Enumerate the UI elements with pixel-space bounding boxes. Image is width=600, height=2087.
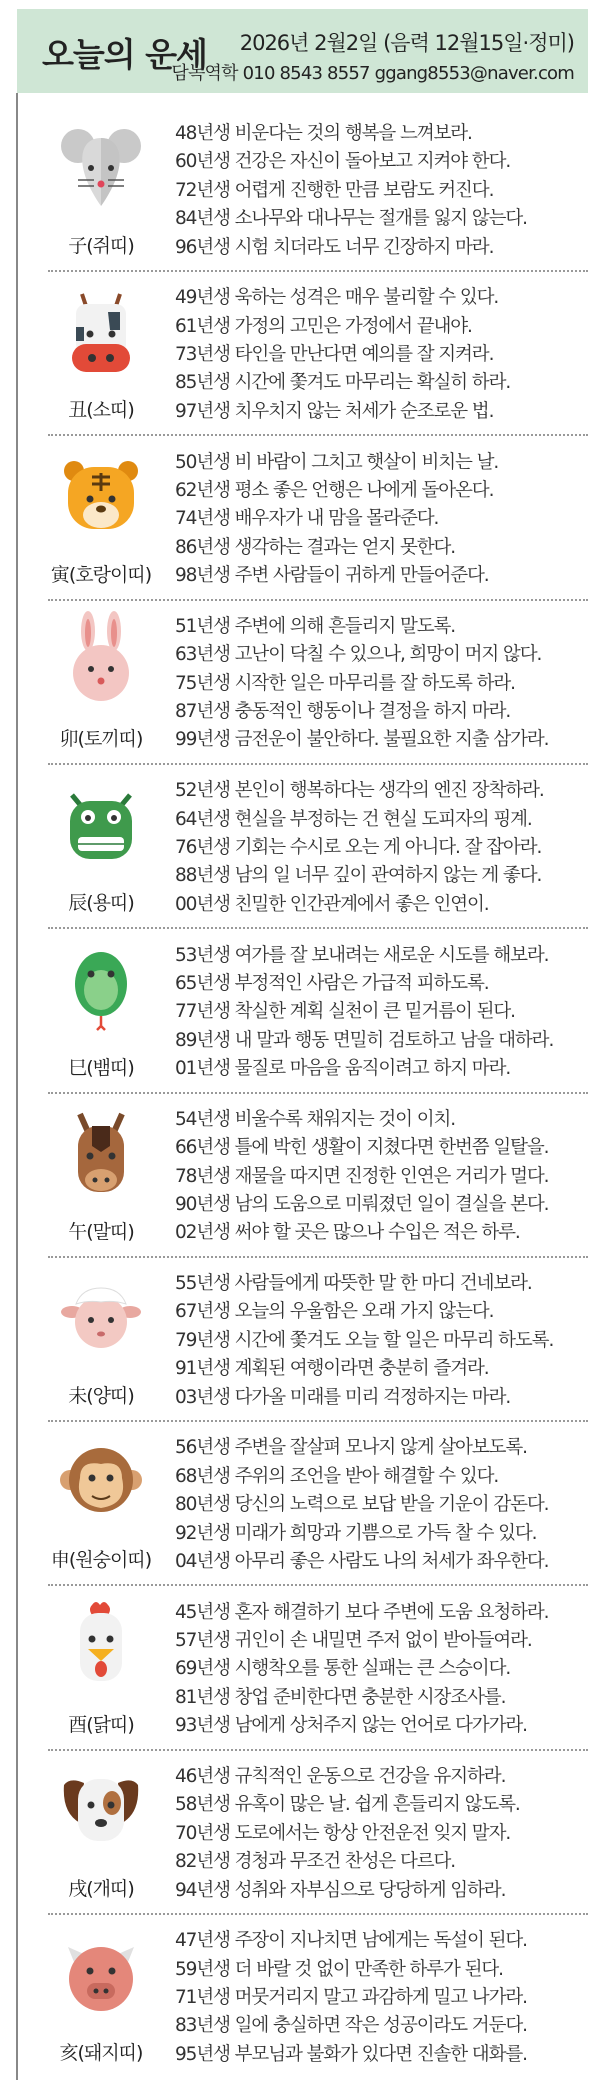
fortune-line: 62년생 평소 좋은 언행은 나에게 돌아온다. [175,479,494,501]
fortune-line: 75년생 시작한 일은 마무리를 잘 하도록 하라. [175,672,515,694]
zodiac-section [48,272,588,436]
rat-icon [58,118,144,218]
zodiac-label: 午(말띠) [68,1220,134,1243]
fortune-line: 79년생 시간에 쫓겨도 오늘 할 일은 마무리 하도록. [175,1329,554,1351]
fortune-line: 92년생 미래가 희망과 기쁨으로 가득 찰 수 있다. [175,1522,537,1544]
fortune-line: 65년생 부정적인 사람은 가급적 피하도록. [175,972,489,994]
fortune-line: 80년생 당신의 노력으로 보답 받을 기운이 감돈다. [175,1494,549,1516]
fortune-line: 66년생 틀에 박힌 생활이 지쳤다면 한번쯤 일탈을. [175,1137,549,1159]
zodiac-label: 亥(돼지띠) [59,2042,143,2065]
zodiac-label: 戌(개띠) [68,1878,134,1900]
zodiac-section [48,1587,588,1751]
fortune-line: 60년생 건강은 자신이 돌아보고 지켜야 한다. [175,151,511,173]
zodiac-label: 寅(호랑이띠) [50,563,152,586]
header [17,9,588,93]
date-line: 2026년 2월2일 (음력 12월15일·정미) [239,31,574,55]
fortune-line: 59년생 더 바랄 것 없이 만족한 하루가 된다. [175,1958,503,1980]
fortune-lines [175,1599,548,1741]
fortune-line: 87년생 충동적인 행동이나 결정을 하지 마라. [175,701,511,723]
fortune-line: 82년생 경청과 무조건 찬성은 다르다. [175,1851,456,1873]
fortune-line: 54년생 비울수록 채워지는 것이 이치. [175,1108,456,1130]
zodiac-label: 未(양띠) [68,1385,134,1408]
fortune-lines [175,1763,520,1905]
fortune-line: 47년생 주장이 지나치면 남에게는 독설이 된다. [175,1930,527,1952]
fortune-lines [175,777,544,919]
fortune-line: 88년생 남의 일 너무 깊이 관여하지 않는 게 좋다. [175,865,542,887]
dragon-icon [58,775,144,875]
fortune-line: 68년생 주위의 조언을 받아 해결할 수 있다. [175,1465,499,1487]
fortune-line: 91년생 계획된 여행이라면 충분히 즐겨라. [175,1358,489,1380]
fortune-line: 96년생 시험 치더라도 너무 긴장하지 마라. [175,236,494,258]
fortune-line: 73년생 타인을 만난다면 예의를 잘 지켜라. [175,344,494,366]
fortune-line: 81년생 창업 준비한다면 충분한 시장조사를. [175,1686,506,1708]
fortune-line: 53년생 여가를 잘 보내려는 새로운 시도를 해보라. [175,944,549,966]
fortune-line: 58년생 유혹이 많은 날. 쉽게 흔들리지 않도록. [175,1794,520,1816]
fortune-line: 46년생 규칙적인 운동으로 건강을 유지하라. [175,1766,506,1787]
fortune-line: 03년생 다가올 미래를 미리 걱정하지는 마라. [175,1386,511,1408]
fortune-line: 97년생 치우치지 않는 처세가 순조로운 법. [175,400,494,422]
zodiac-label: 卯(토끼띠) [59,727,143,750]
left-rule-divider [16,93,18,2080]
fortune-line: 64년생 현실을 부정하는 건 현실 도피자의 핑계. [175,808,532,830]
zodiac-section [48,1258,588,1422]
fortune-line: 63년생 고난이 닥칠 수 있으나, 희망이 머지 않다. [175,644,542,666]
fortune-line: 45년생 혼자 해결하기 보다 주변에 도움 요청하라. [175,1601,549,1623]
zodiac-label: 子(쥐띠) [68,235,134,257]
fortune-line: 85년생 시간에 쫓겨도 마무리는 확실히 하라. [175,372,511,394]
fortune-line: 90년생 남의 도움으로 미뤄졌던 일이 결실을 본다. [175,1193,549,1215]
zodiac-section [48,930,588,1094]
fortune-line: 98년생 주변 사람들이 귀하게 만들어준다. [175,565,489,587]
fortune-line: 76년생 기회는 수시로 오는 게 아니다. 잘 잡아라. [175,836,542,858]
contact-line: 담녹역학 010 8543 8557 ggang8553@naver.com [171,63,574,84]
horse-icon [58,1104,144,1204]
fortune-line: 83년생 일에 충실하면 작은 성공이라도 거둔다. [175,2015,527,2037]
fortune-line: 49년생 욱하는 성격은 매우 불리할 수 있다. [175,287,499,309]
zodiac-section [48,1751,588,1915]
zodiac-label: 辰(용띠) [68,892,134,915]
fortune-line: 48년생 비운다는 것의 행복을 느껴보라. [175,123,472,144]
fortune-line: 78년생 재물을 따지면 진정한 인연은 거리가 멀다. [175,1165,549,1187]
rabbit-icon [58,611,144,711]
fortune-line: 84년생 소나무와 대나무는 절개를 잃지 않는다. [175,208,527,230]
fortune-line: 70년생 도로에서는 항상 안전운전 잊지 말자. [175,1822,511,1844]
fortune-line: 77년생 착실한 계획 실천이 큰 밑거름이 된다. [175,1001,515,1023]
page-title: 오늘의 운세 [42,35,207,74]
zodiac-section [48,108,588,272]
fortune-lines [175,613,548,755]
fortune-lines [175,1434,548,1576]
fortune-line: 89년생 내 말과 행동 면밀히 검토하고 남을 대하라. [175,1029,554,1051]
zodiac-section [48,1422,588,1586]
fortune-line: 94년생 성취와 자부심으로 당당하게 임하라. [175,1879,506,1901]
zodiac-section [48,601,588,765]
pig-icon [58,1925,144,2025]
fortune-line: 71년생 머뭇거리지 말고 과감하게 밀고 나가라. [175,1987,527,2009]
dog-icon [58,1761,144,1861]
fortune-line: 69년생 시행착오를 통한 실패는 큰 스승이다. [175,1658,511,1680]
fortune-lines [175,284,510,426]
monkey-icon [58,1432,144,1532]
fortune-line: 72년생 어렵게 진행한 만큼 보람도 커진다. [175,179,494,201]
fortune-line: 86년생 생각하는 결과는 얻지 못한다. [175,536,456,558]
zodiac-section [48,437,588,601]
fortune-line: 00년생 친밀한 인간관계에서 좋은 인연이. [175,893,489,915]
fortune-line: 02년생 써야 할 곳은 많으나 수입은 적은 하루. [175,1222,520,1244]
fortune-line: 93년생 남에게 상처주지 않는 언어로 다가가라. [175,1715,527,1737]
fortune-lines [175,1270,553,1412]
fortune-lines [175,449,498,591]
rooster-icon [58,1597,144,1697]
fortune-line: 04년생 아무리 좋은 사람도 나의 처세가 좌우한다. [175,1550,549,1572]
zodiac-section [48,1094,588,1258]
fortune-lines [175,942,553,1084]
fortune-lines [175,1106,548,1248]
snake-icon [58,940,144,1040]
tiger-icon [58,447,144,547]
zodiac-label: 申(원숭이띠) [50,1549,152,1572]
fortune-line: 55년생 사람들에게 따뜻한 말 한 마디 건네보라. [175,1273,532,1295]
fortune-line: 99년생 금전운이 불안하다. 불필요한 지출 삼가라. [175,729,549,751]
fortune-line: 51년생 주변에 의해 흔들리지 말도록. [175,615,456,637]
fortune-line: 01년생 물질로 마음을 움직이려고 하지 마라. [175,1058,511,1080]
fortune-lines [175,1927,527,2069]
fortune-line: 50년생 비 바람이 그치고 햇살이 비치는 날. [175,451,499,473]
fortune-line: 52년생 본인이 행복하다는 생각의 엔진 장착하라. [175,780,544,802]
ox-icon [58,282,144,382]
fortune-line: 61년생 가정의 고민은 가정에서 끝내야. [175,315,472,337]
zodiac-section [48,1915,588,2079]
zodiac-section [48,765,588,929]
fortune-line: 57년생 귀인이 손 내밀면 주저 없이 받아들여라. [175,1630,532,1652]
fortune-line: 95년생 부모님과 불화가 있다면 진솔한 대화를. [175,2043,527,2065]
zodiac-label: 巳(뱀띠) [68,1056,134,1079]
zodiac-label: 丑(소띠) [68,399,134,422]
fortune-line: 56년생 주변을 잘살펴 모나지 않게 살아보도록. [175,1437,527,1459]
fortune-lines [175,120,527,262]
zodiac-label: 酉(닭띠) [68,1713,134,1736]
fortune-line: 67년생 오늘의 우울함은 오래 가지 않는다. [175,1301,494,1323]
sheep-icon [58,1268,144,1368]
fortune-line: 74년생 배우자가 내 맘을 몰라준다. [175,508,439,530]
